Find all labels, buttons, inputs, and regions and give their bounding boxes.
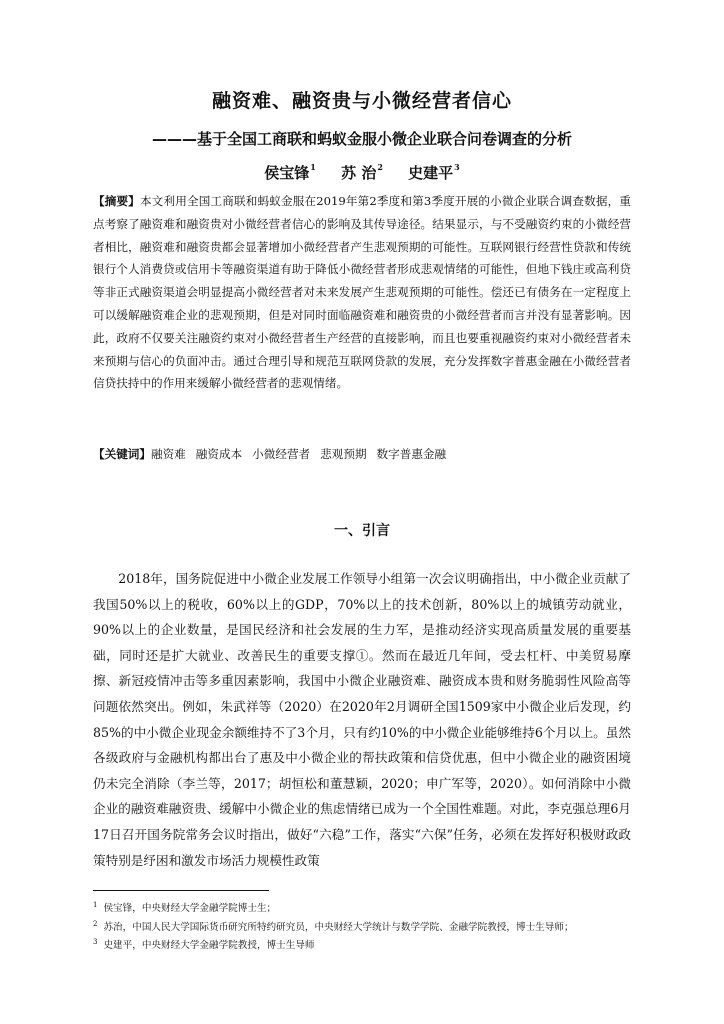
footnote-divider [93,890,269,891]
footnote [93,917,631,936]
keyword: 融资成本 [195,447,243,461]
body-paragraph: 2018年，国务院促进中小微企业发展工作领导小组第一次会议明确指出，中小微企业贡献了我国50%以上的税收，60%以上的GDP，70%以上的技术创新，80%以上的城镇劳动就业，90%以上的企业数量，是国民经济和社会发展的生力军，是推动经济实现高质量发展的重要基础，同时还是扩大就业、改善民生的重要支撑①。然而在最近几年间，受去杠杆、中美贸易摩擦、新冠疫情冲击等多重因素影响，我国中小微企业融资难、融资成本贵和财务脆弱性风险高等问题依然突出。例如，朱武祥等（2020）在2020年2月调研全国1509家中小微企业后发现，约85%的中小微企业现金余额维持不了3个月，只有约10%的中小微企业能够维持6个月以上。虽然各级政府与金融机构都出台了惠及中小微企业的帮扶政策和信贷优惠，但中小微企业的融资困境仍未完全消除（李兰等，2017；胡恒松和董慧颖，2020；申广军等，2020）。如何消除中小微企业的融资难融资贵、缓解中小微企业的焦虑情绪已成为一个全国性难题。对此，李克强总理6月17日召开国务院常务会议时指出，做好“六稳”工作，落实“六保”任务，必须在发挥好积极财政政策特别是纾困和激发市场活力规模性政策 [93,571,631,868]
footnote [93,935,631,954]
author-name: 苏 治 [341,164,377,182]
footnote-mark: 3 [93,938,98,946]
footnote-text: 史建平，中央财经大学金融学院教授，博士生导师 [103,940,315,951]
keyword: 悲观预期 [320,447,367,461]
keyword: 数字普惠金融 [376,447,447,461]
keywords [93,443,631,465]
footnotes [93,898,631,954]
footnote-text: 苏治，中国人民大学国际货币研究所特约研究员，中央财经大学统计与数学学院、金融学院教授，博士生导师； [103,921,574,933]
author [264,164,316,182]
footnote-mark: 2 [93,919,98,928]
keyword: 融资难 [150,447,186,461]
author [341,164,383,182]
abstract [93,190,631,395]
author-list [0,162,724,183]
footnote-mark: 1 [93,901,98,909]
author-name: 侯宝锋 [264,164,310,182]
author [408,164,460,182]
abstract-label: 【摘要】 [93,194,140,208]
section-heading-introduction: 一、引言 [334,523,390,539]
author-footnote-mark: 2 [377,162,383,172]
keyword: 小微经营者 [252,447,311,461]
footnote-text: 侯宝锋，中央财经大学金融学院博士生； [103,903,277,914]
paper-subtitle: ———基于全国工商联和蚂蚁金服小微企业联合问卷调查的分析 [151,130,572,148]
paper-title: 融资难、融资贵与小微经营者信心 [211,90,512,112]
footnote [93,898,631,917]
keywords-label: 【关键词】 [93,447,151,461]
abstract-text: 本文利用全国工商联和蚂蚁金服在2019年第2季度和第3季度开展的小微企业联合调查数据，重点考察了融资难和融资贵对小微经营者信心的影响及其传导途径。结果显示，与不受融资约束的小微经营者相比，融资难和融资贵都会显著增加小微经营者产生悲观预期的可能性。互联网银行经营性贷款和传统银行个人消费贷或信用卡等融资渠道有助于降低小微经营者形成悲观情绪的可能性，但地下钱庄或高利贷等非正式融资渠道会明显提高小微经营者对未来发展产生悲观预期的可能性。偿还已有债务在一定程度上可以缓解融资难企业的悲观预期，但是对同时面临融资难和融资贵的小微经营者而言并没有显著影响。因此，政府不仅要关注融资约束对小微经营者生产经营的直接影响，而且也要重视融资约束对小微经营者未来预期与信心的负面冲击。通过合理引导和规范互联网贷款的发展，充分发挥数字普惠金融在小微经营者信贷扶持中的作用来缓解小微经营者的悲观情绪。 [93,194,631,391]
author-footnote-mark: 1 [310,162,316,172]
author-name: 史建平 [408,164,454,182]
author-footnote-mark: 3 [454,162,460,172]
